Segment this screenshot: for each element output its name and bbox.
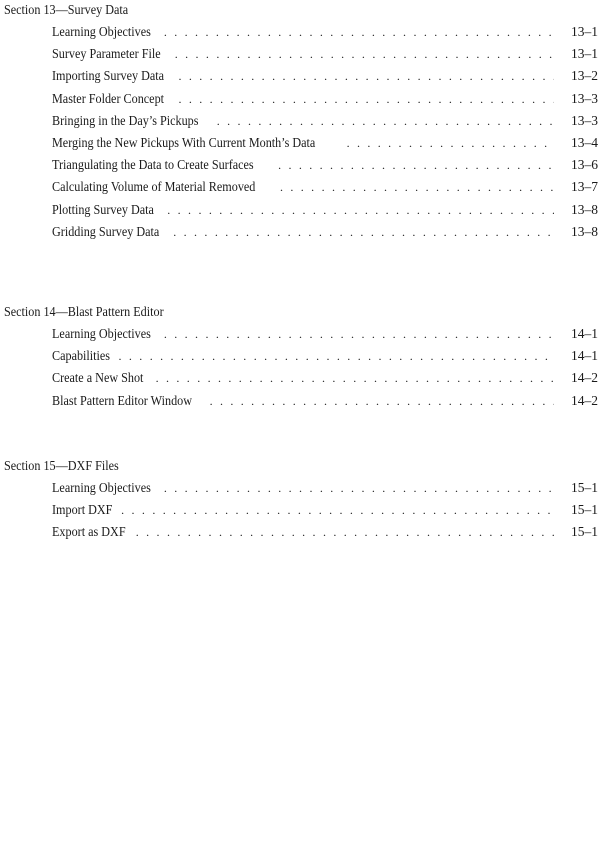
toc-entry-page: 13–4 [571,134,598,150]
dot-leader [347,136,554,151]
dot-leader [164,327,554,342]
toc-entry-title: Learning Objectives [52,480,151,495]
toc-entry-title: Blast Pattern Editor Window [52,392,193,408]
dot-leader [164,481,554,496]
toc-entry-title: Export as DXF [52,524,126,540]
toc-entry-page: 13–2 [571,68,598,84]
dot-leader [217,114,554,129]
toc-entry [4,524,598,546]
toc-entry [4,502,598,524]
toc-entry-title: Merging the New Pickups With Current Month’s Data [52,134,316,150]
dot-leader [167,203,554,218]
toc-entry-title: Gridding Survey Data [52,223,160,239]
toc-entry-title: Plotting Survey Data [52,201,154,217]
toc-entry-title: Learning Objectives [52,326,151,341]
toc-entry-page: 15–1 [571,480,598,495]
toc-entry-title: Learning Objectives [52,24,151,39]
toc-entry [4,202,598,224]
toc-entry-page: 13–1 [571,24,598,39]
toc-entry-page: 14–1 [571,326,598,341]
toc-entry [4,224,598,246]
toc-entry-page: 13–7 [571,179,598,195]
toc-entry-page: 14–1 [571,348,598,364]
dot-leader [280,180,554,195]
toc-entry [4,393,598,415]
toc-entry-page: 15–1 [571,524,598,540]
dot-leader [121,503,554,518]
toc-entry [4,68,598,90]
dot-leader [178,92,554,107]
dot-leader [164,25,554,40]
toc-entry-title: Triangulating the Data to Create Surfaces [52,157,254,173]
toc-entry-title: Survey Parameter File [52,46,161,62]
section-title: Section 14—Blast Pattern Editor [4,304,164,319]
toc-entry [4,46,598,68]
dot-leader [156,371,554,386]
dot-leader [210,394,554,409]
toc-entry-page: 14–2 [571,370,598,386]
toc-entry [4,179,598,201]
toc-entry [4,480,598,502]
toc-entry-page: 14–2 [571,392,598,408]
toc-entry-list [4,24,598,246]
toc-entry-title: Bringing in the Day’s Pickups [52,112,199,128]
toc-entry [4,91,598,113]
toc-entry-list [4,326,598,415]
toc-entry-page: 15–1 [571,502,598,518]
toc-entry-page: 13–1 [571,46,598,62]
toc-entry-page: 13–8 [571,223,598,239]
toc-entry [4,135,598,157]
toc-entry [4,326,598,348]
toc-section-15 [4,458,598,547]
section-title: Section 13—Survey Data [4,2,129,17]
toc-entry-page: 13–8 [571,201,598,217]
toc-entry [4,24,598,46]
toc-entry-page: 13–3 [571,112,598,128]
dot-leader [175,47,554,62]
toc-entry-title: Capabilities [52,348,111,364]
toc-entry-title: Import DXF [52,502,113,518]
toc-entry-list [4,480,598,547]
toc-entry-title: Importing Survey Data [52,68,165,84]
toc-entry [4,370,598,392]
toc-entry [4,157,598,179]
toc-entry [4,113,598,135]
toc-entry-page: 13–3 [571,90,598,106]
dot-leader [119,349,555,364]
dot-leader [136,525,554,540]
toc-entry-title: Calculating Volume of Material Removed [52,179,256,195]
dot-leader [178,69,554,84]
section-title: Section 15—DXF Files [4,458,119,473]
toc-section-13 [4,2,598,246]
toc-section-14 [4,304,598,415]
toc-entry [4,348,598,370]
toc-entry-page: 13–6 [571,157,598,173]
dot-leader [173,225,554,240]
dot-leader [278,158,554,173]
toc-entry-title: Master Folder Concept [52,90,165,106]
toc-entry-title: Create a New Shot [52,370,144,386]
